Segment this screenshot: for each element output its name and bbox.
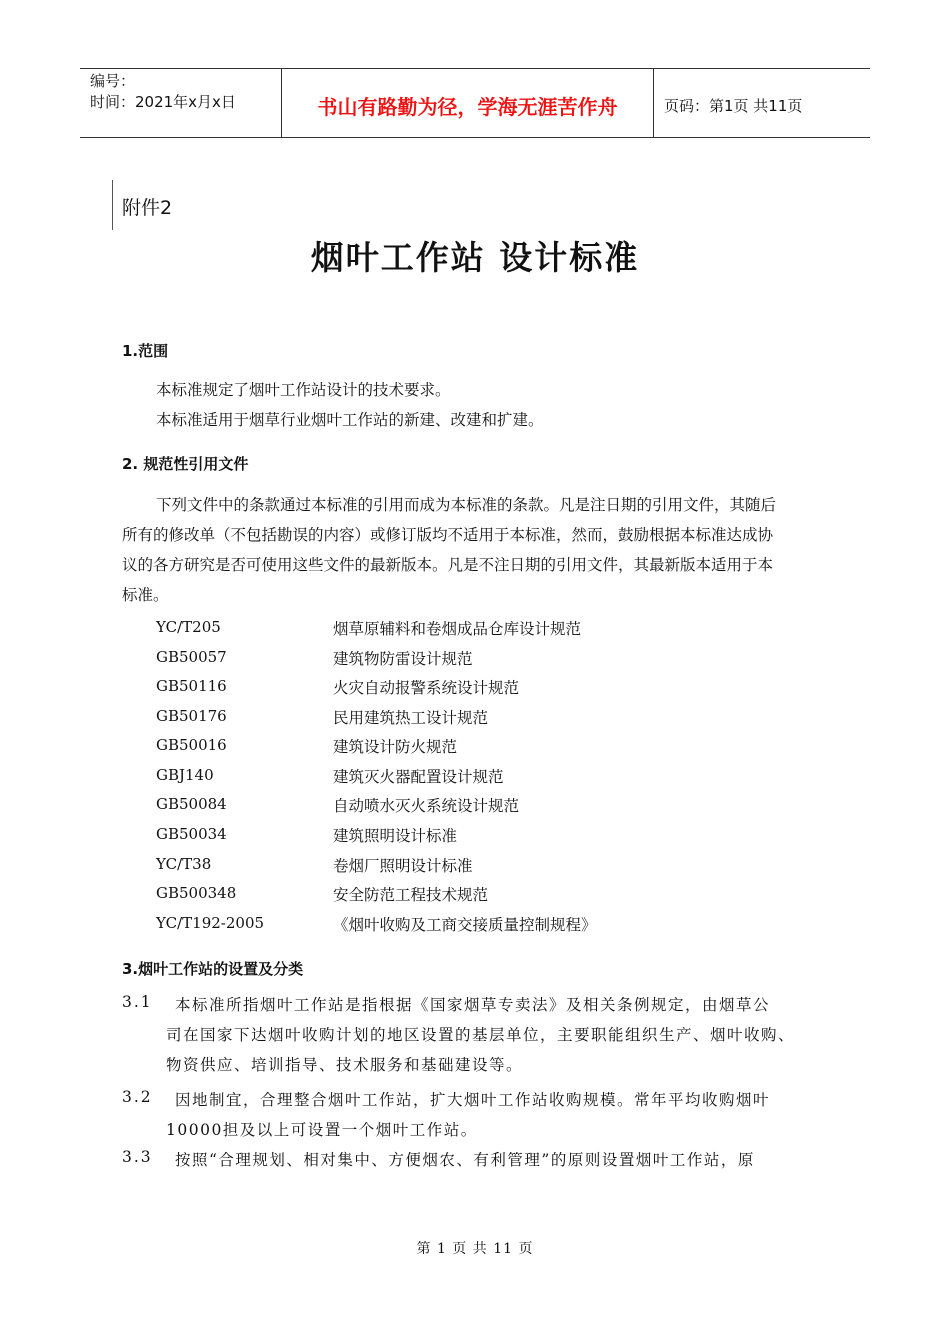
item-line: 司在国家下达烟叶收购计划的地区设置的基层单位，主要职能组织生产、烟叶收购、 (166, 1026, 796, 1044)
reference-code: YC/T38 (156, 855, 212, 873)
item-line: 按照“合理规划、相对集中、方便烟农、有利管理”的原则设置烟叶工作站，原 (175, 1151, 755, 1169)
attachment-label: 附件2 (122, 197, 173, 219)
section1-heading: 1.范围 (122, 342, 169, 360)
reference-code: GB50016 (156, 736, 227, 754)
reference-name: 《烟叶收购及工商交接质量控制规程》 (333, 916, 597, 934)
item-number: 3.1 (122, 993, 153, 1011)
reference-name: 自动喷水灭火系统设计规范 (333, 797, 520, 815)
reference-code: GB50116 (156, 677, 227, 695)
reference-code: YC/T205 (156, 618, 221, 636)
reference-name: 建筑设计防火规范 (333, 738, 458, 756)
item-line: 10000担及以上可设置一个烟叶工作站。 (166, 1121, 478, 1139)
reference-name: 建筑物防雷设计规范 (333, 650, 473, 668)
section1-line: 本标准规定了烟叶工作站设计的技术要求。 (156, 381, 451, 399)
time-label: 时间：2021年x月x日 (90, 93, 236, 111)
item-number: 3.3 (122, 1148, 153, 1166)
item-number: 3.2 (122, 1088, 153, 1106)
section2-heading: 2. 规范性引用文件 (122, 455, 249, 473)
reference-name: 烟草原辅料和卷烟成品仓库设计规范 (333, 620, 582, 638)
document-header (80, 68, 870, 138)
section2-para-line: 标准。 (122, 586, 169, 604)
section2-para-line: 下列文件中的条款通过本标准的引用而成为本标准的条款。凡是注日期的引用文件，其随后 (156, 496, 777, 514)
document-title: 烟叶工作站 设计标准 (310, 238, 640, 277)
reference-code: GBJ140 (156, 766, 214, 784)
reference-code: YC/T192-2005 (156, 914, 265, 932)
reference-code: GB50084 (156, 795, 227, 813)
section2-para-line: 所有的修改单（不包括勘误的内容）或修订版均不适用于本标准，然而，鼓励根据本标准达成协 (122, 526, 774, 544)
margin-line (112, 180, 113, 230)
reference-name: 民用建筑热工设计规范 (333, 709, 489, 727)
reference-code: GB500348 (156, 884, 237, 902)
header-meta (80, 69, 282, 137)
reference-name: 建筑灭火器配置设计规范 (333, 768, 504, 786)
item-line: 物资供应、培训指导、技术服务和基础建设等。 (166, 1056, 524, 1074)
reference-code: GB50176 (156, 707, 227, 725)
page-footer: 第 1 页 共 11 页 (416, 1241, 534, 1257)
section1-line: 本标准适用于烟草行业烟叶工作站的新建、改建和扩建。 (156, 411, 544, 429)
item-line: 本标准所指烟叶工作站是指根据《国家烟草专卖法》及相关条例规定，由烟草公 (175, 996, 771, 1014)
header-motto: 书山有路勤为径，学海无涯苦作舟 (282, 69, 654, 137)
reference-name: 建筑照明设计标准 (333, 827, 458, 845)
number-label: 编号： (90, 72, 136, 90)
reference-code: GB50057 (156, 648, 227, 666)
section3-heading: 3.烟叶工作站的设置及分类 (122, 960, 304, 978)
reference-name: 卷烟厂照明设计标准 (333, 857, 473, 875)
reference-code: GB50034 (156, 825, 227, 843)
section2-para-line: 议的各方研究是否可使用这些文件的最新版本。凡是不注日期的引用文件，其最新版本适用于本 (122, 556, 774, 574)
item-line: 因地制宜，合理整合烟叶工作站，扩大烟叶工作站收购规模。常年平均收购烟叶 (175, 1091, 771, 1109)
reference-name: 安全防范工程技术规范 (333, 886, 489, 904)
reference-name: 火灾自动报警系统设计规范 (333, 679, 520, 697)
header-page-info: 页码：第1页 共11页 (664, 96, 803, 115)
